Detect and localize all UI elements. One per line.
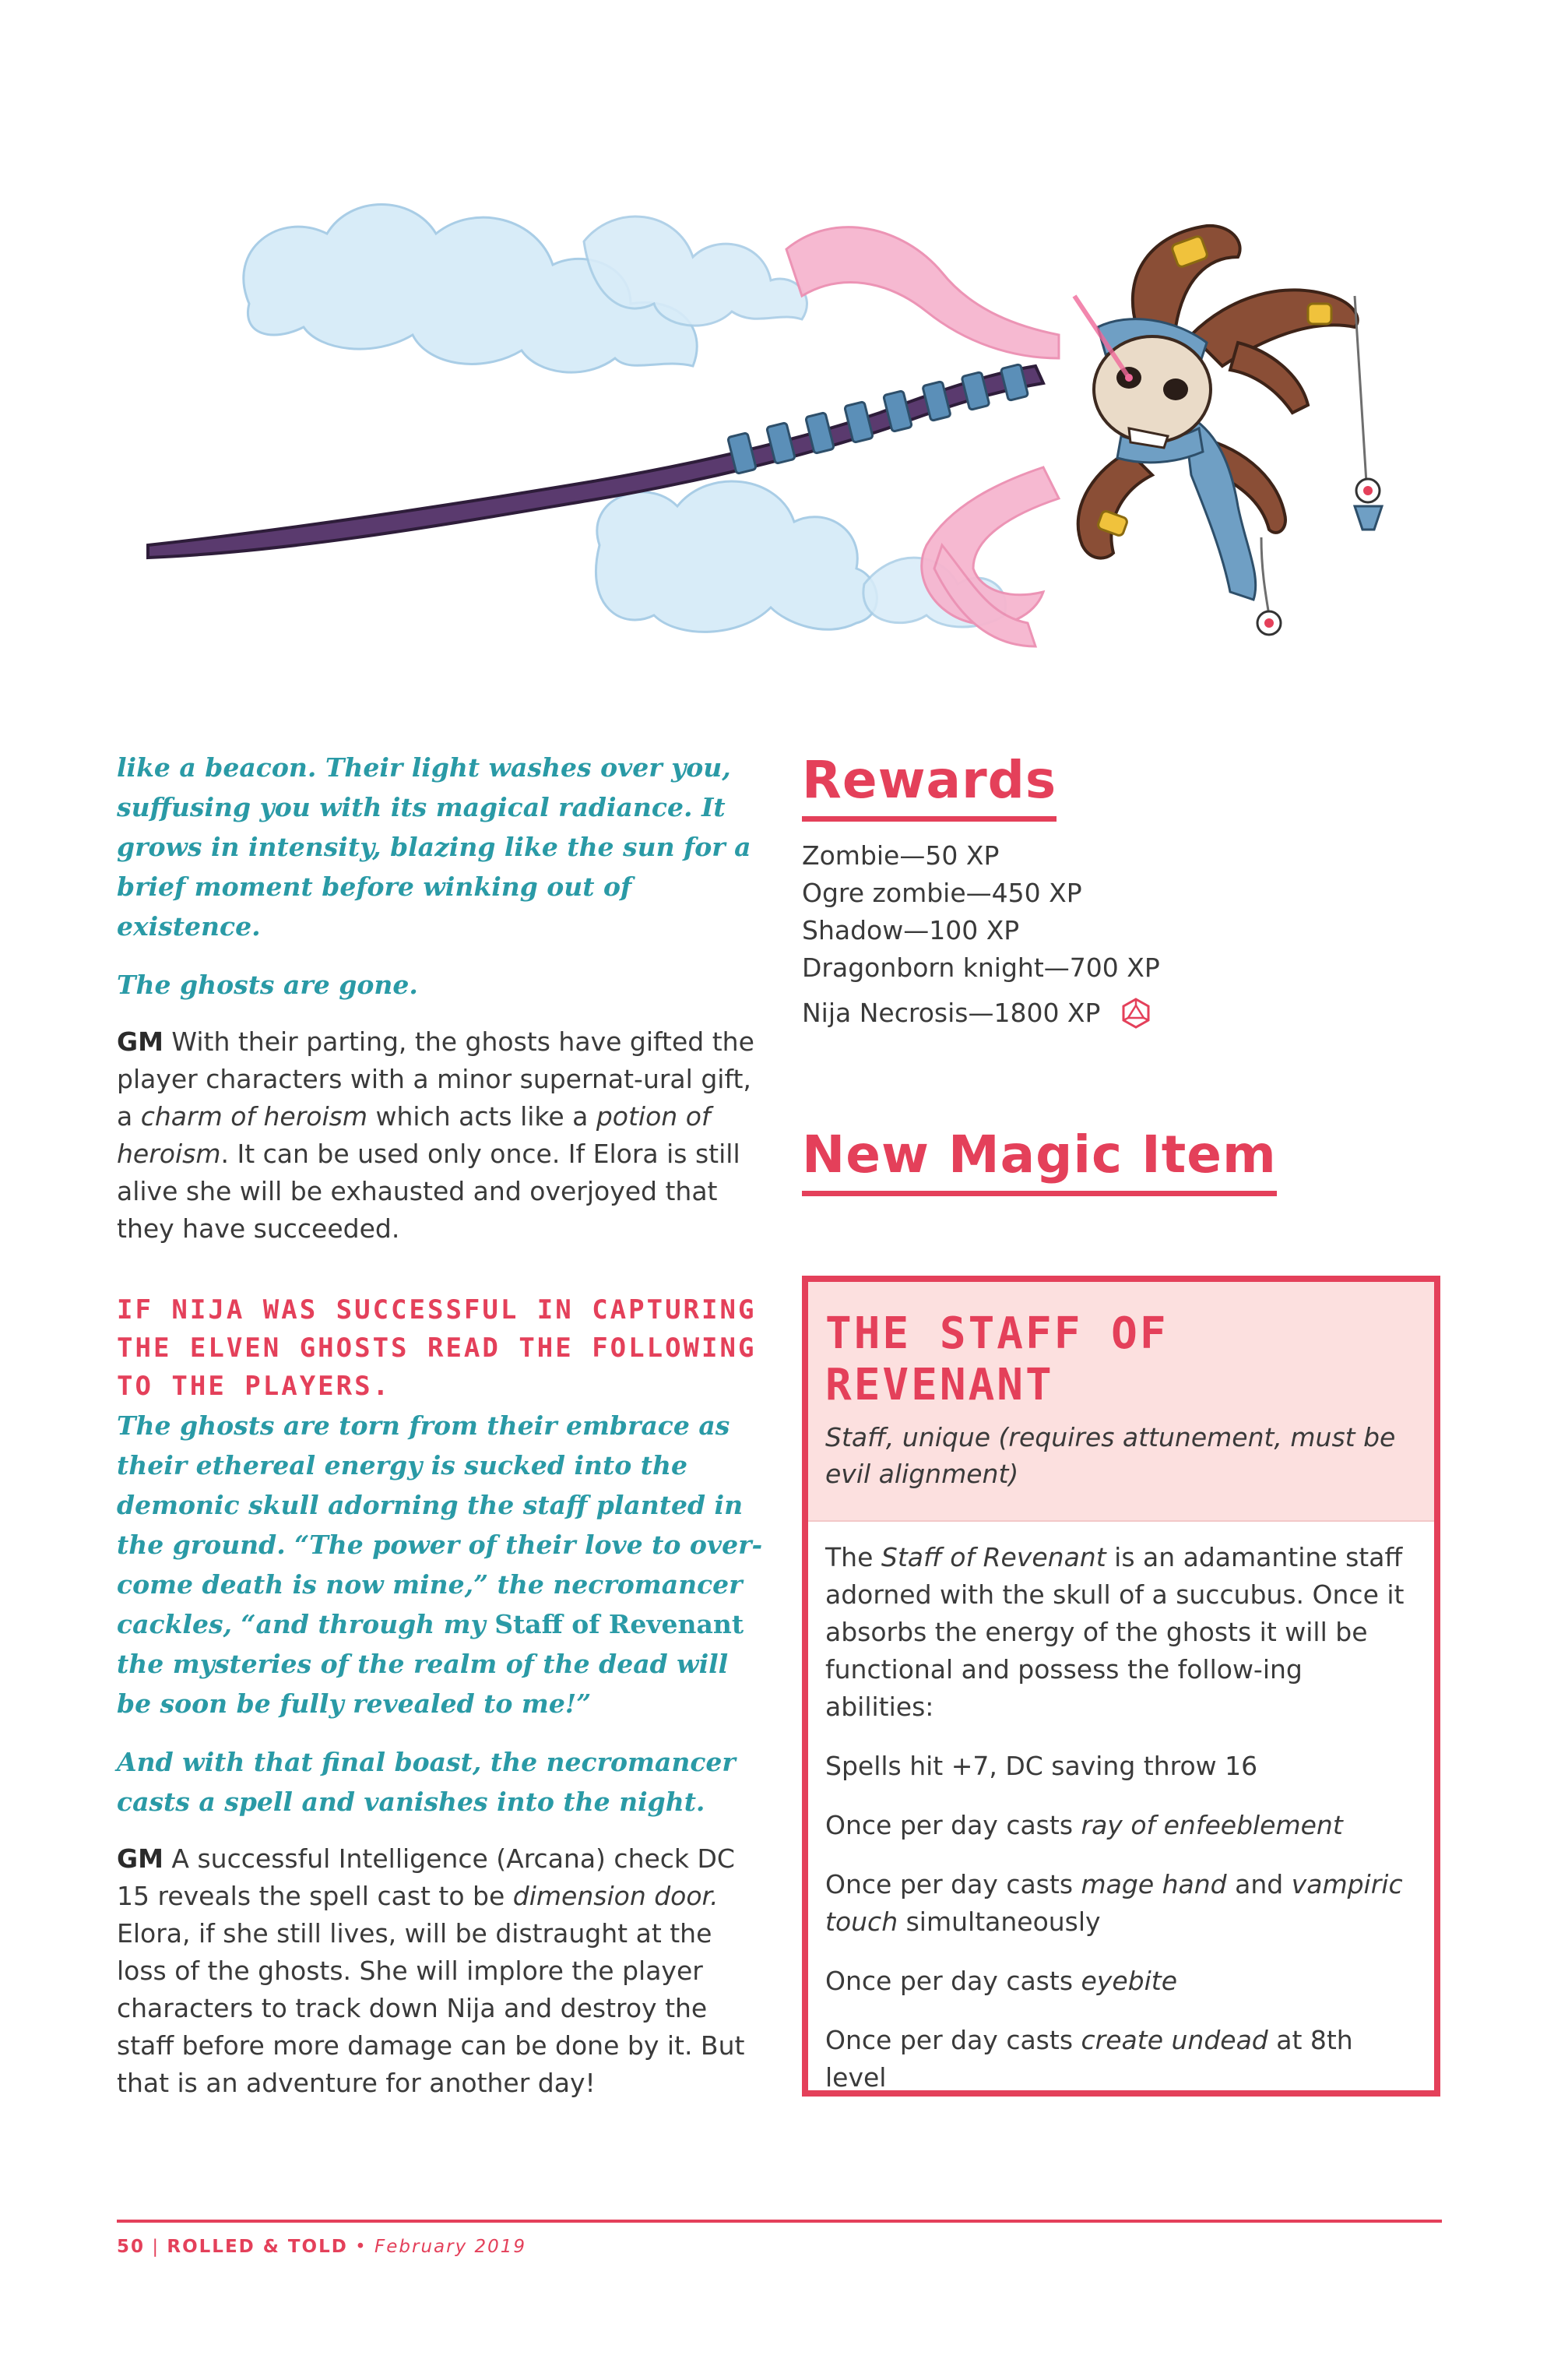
- conditional-subheading: IF NIJA WAS SUCCESSFUL IN CAPTURING THE ELVEN GHOSTS READ THE FOLLOWING TO THE PLAYERS.: [117, 1294, 757, 1402]
- d20-icon: [1120, 998, 1151, 1029]
- reward-item: Nija Necrosis—1800 XP: [802, 995, 1440, 1032]
- magazine-name: ROLLED & TOLD: [167, 2237, 348, 2257]
- magic-item-ability: Once per day casts create undead at 8th level: [825, 2025, 1353, 2093]
- gm-note: GM With their parting, the ghosts have gifted the player characters with a minor supernat-ural gift, a charm of heroism which acts like a potion of heroism. It can be used only once. If Elora is still alive she will be exhausted and overjoyed that they have succeeded.: [117, 1026, 754, 1244]
- reward-item: Shadow—100 XP: [802, 915, 1020, 945]
- right-column: [802, 748, 1440, 1196]
- magic-item-name: THE STAFF OF REVENANT: [825, 1308, 1169, 1410]
- magic-item-ability: Once per day casts eyebite: [825, 1966, 1178, 1996]
- read-aloud-text: The ghosts are gone.: [117, 970, 418, 1000]
- staff-shaft: [148, 364, 1043, 558]
- rewards-list: [802, 837, 1440, 1032]
- page-number: 50: [117, 2237, 146, 2257]
- left-column: [117, 748, 763, 2102]
- magic-item-body: [808, 1522, 1434, 2114]
- staff-of-revenant-illustration: [117, 179, 1456, 678]
- magic-item-ability: Once per day casts mage hand and vampiric touch simultaneously: [825, 1869, 1403, 1937]
- magic-item-description: The Staff of Revenant is an adamantine staff adorned with the skull of a succubus. Once it absorbs the energy of the ghosts it will be functional and possess the follow-ing abilities:: [825, 1542, 1405, 1722]
- read-aloud-text: The ghosts are torn from their embrace as their ethereal energy is sucked into the demonic skull adorning the staff planted in the ground. “The power of their love to over-come death is now mine,” the necromancer cackles, “and through my Staff of Revenant the mysteries of the realm of the dead will be soon be fully revealed to me!”: [117, 1410, 763, 1719]
- footer-rule: [117, 2220, 1442, 2223]
- magic-item-ability: Once per day casts ray of enfeeblement: [825, 1810, 1343, 1840]
- hanging-chain: [1261, 296, 1366, 615]
- magic-item-header: [808, 1282, 1434, 1522]
- issue-date: February 2019: [374, 2237, 527, 2257]
- reward-item: Ogre zombie—450 XP: [802, 878, 1082, 908]
- new-magic-item-heading: New Magic Item: [802, 1122, 1277, 1196]
- gm-label: GM: [117, 1026, 163, 1057]
- reward-item: Dragonborn knight—700 XP: [802, 952, 1160, 983]
- gm-note: GM A successful Intelligence (Arcana) check DC 15 reveals the spell cast to be dimension door. Elora, if she still lives, will be distraught at the loss of the ghosts. She will implore the player characters to track down Nija and destroy the staff before more damage can be done by it. But that is an adventure for another day!: [117, 1843, 745, 2098]
- read-aloud-text: And with that final boast, the necromancer casts a spell and vanishes into the night.: [117, 1747, 736, 1817]
- magic-item-type: Staff, unique (requires attunement, must be evil alignment): [825, 1422, 1396, 1489]
- reward-item: Zombie—50 XP: [802, 840, 1000, 871]
- read-aloud-text: like a beacon. Their light washes over you, suffusing you with its magical radiance. It grows in intensity, blazing like the sun for a brief moment before winking out of existence.: [117, 752, 751, 942]
- page-footer: 50 | ROLLED & TOLD • February 2019: [117, 2237, 527, 2257]
- gm-label: GM: [117, 1843, 163, 1874]
- magic-item-ability: Spells hit +7, DC saving throw 16: [825, 1751, 1258, 1781]
- magic-item-card: [802, 1276, 1440, 2097]
- rewards-heading: Rewards: [802, 748, 1057, 822]
